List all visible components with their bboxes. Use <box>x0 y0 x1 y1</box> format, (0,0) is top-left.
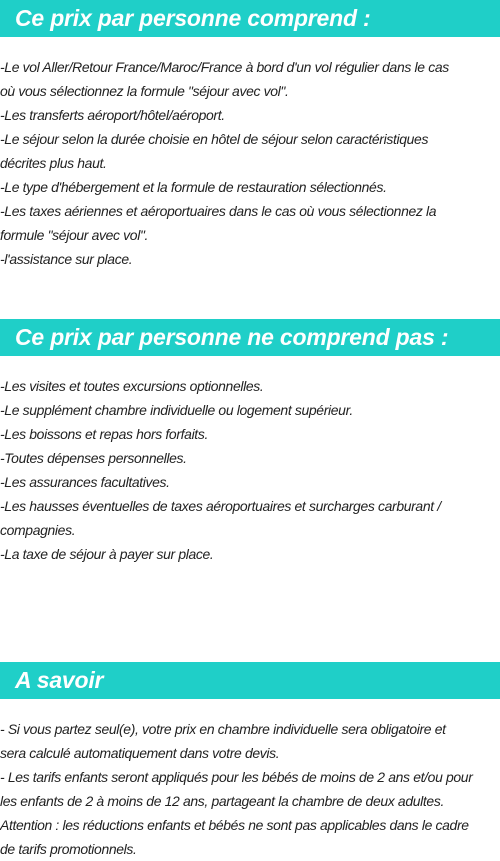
included-line: -Le séjour selon la durée choisie en hôtel de séjour selon caractéristiques <box>0 131 429 147</box>
included-line: formule "séjour avec vol". <box>0 227 149 243</box>
good-to-know-line: de tarifs promotionnels. <box>0 841 137 857</box>
not-included-line: -Toutes dépenses personnelles. <box>0 450 187 466</box>
included-line: -Les taxes aériennes et aéroportuaires dans le cas où vous sélectionnez la <box>0 203 437 219</box>
not-included-line: -Le supplément chambre individuelle ou logement supérieur. <box>0 402 353 418</box>
not-included-line: compagnies. <box>0 522 76 538</box>
not-included-banner <box>0 319 500 356</box>
included-line: -Le type d'hébergement et la formule de restauration sélectionnés. <box>0 179 387 195</box>
good-to-know-list <box>0 717 500 861</box>
good-to-know-banner <box>0 662 500 699</box>
included-list <box>0 55 500 271</box>
included-line: -Les transferts aéroport/hôtel/aéroport. <box>0 107 225 123</box>
good-to-know-title: A savoir <box>15 667 104 693</box>
good-to-know-line: les enfants de 2 à moins de 12 ans, partageant la chambre de deux adultes. <box>0 793 444 809</box>
not-included-line: -Les hausses éventuelles de taxes aéroportuaires et surcharges carburant / <box>0 498 441 514</box>
good-to-know-line: - Si vous partez seul(e), votre prix en chambre individuelle sera obligatoire et <box>0 721 446 737</box>
not-included-list <box>0 374 500 566</box>
included-line: -l'assistance sur place. <box>0 251 133 267</box>
not-included-line: -Les visites et toutes excursions optionnelles. <box>0 378 264 394</box>
included-section <box>0 0 500 271</box>
not-included-line: -Les assurances facultatives. <box>0 474 170 490</box>
good-to-know-line: sera calculé automatiquement dans votre devis. <box>0 745 280 761</box>
included-line: -Le vol Aller/Retour France/Maroc/France à bord d'un vol régulier dans le cas <box>0 59 449 75</box>
included-title: Ce prix par personne comprend : <box>15 5 371 31</box>
not-included-line: -La taxe de séjour à payer sur place. <box>0 546 214 562</box>
good-to-know-line: Attention : les réductions enfants et bébés ne sont pas applicables dans le cadre <box>0 817 469 833</box>
good-to-know-section <box>0 662 500 861</box>
included-line: où vous sélectionnez la formule "séjour avec vol". <box>0 83 289 99</box>
not-included-title: Ce prix par personne ne comprend pas : <box>15 324 449 350</box>
included-line: décrites plus haut. <box>0 155 107 171</box>
good-to-know-line: - Les tarifs enfants seront appliqués pour les bébés de moins de 2 ans et/ou pour <box>0 769 473 785</box>
not-included-section <box>0 319 500 566</box>
included-banner <box>0 0 500 37</box>
not-included-line: -Les boissons et repas hors forfaits. <box>0 426 208 442</box>
